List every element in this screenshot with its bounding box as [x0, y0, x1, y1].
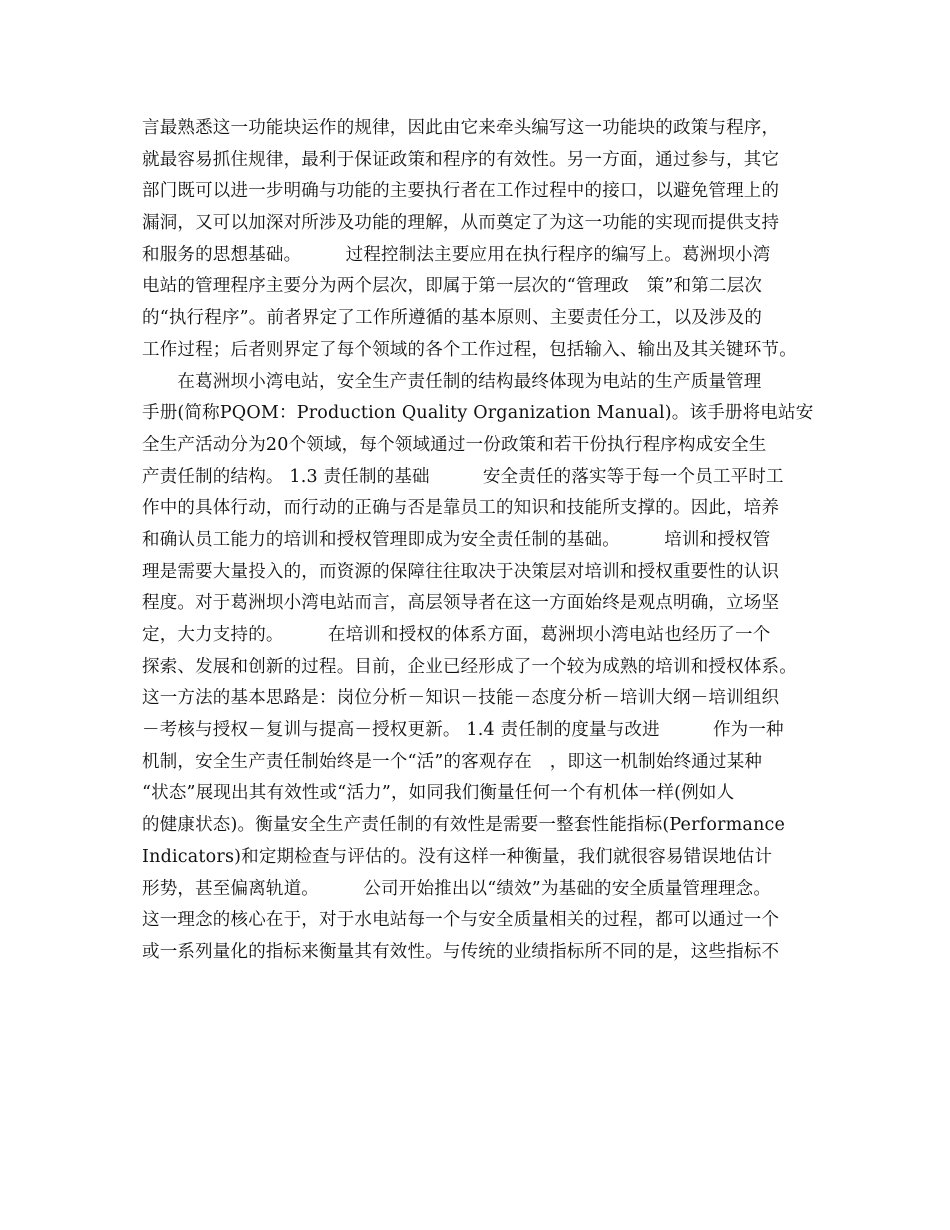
- text-line: 机制，安全生产责任制始终是一个“活”的客观存在 ，即这一机制始终通过某种: [142, 751, 763, 772]
- body-text: [142, 113, 814, 969]
- text-line: 产责任制的结构。 1.3 责任制的基础 安全责任的落实等于每一个员工平时工: [142, 466, 784, 487]
- text-line: 在葛洲坝小湾电站，安全生产责任制的结构最终体现为电站的生产质量管理: [142, 371, 762, 392]
- text-line: 定，大力支持的。 在培训和授权的体系方面，葛洲坝小湾电站也经历了一个: [142, 625, 771, 645]
- text-line: 手册(简称PQOM：Production Quality Organization Manual)。该手册将电站安: [142, 403, 814, 424]
- text-line: 工作过程；后者则界定了每个领域的各个工作过程，包括输入、输出及其关键环节。: [142, 339, 797, 360]
- text-line: 的“执行程序”。前者界定了工作所遵循的基本原则、主要责任分工，以及涉及的: [142, 308, 763, 329]
- text-line: 作中的具体行动，而行动的正确与否是靠员工的知识和技能所支撑的。因此，培养: [142, 498, 780, 519]
- text-line: 言最熟悉这一功能块运作的规律，因此由它来牵头编写这一功能块的政策与程序，: [142, 118, 780, 138]
- text-line: 部门既可以进一步明确与功能的主要执行者在工作过程中的接口，以避免管理上的: [142, 181, 780, 202]
- text-line: －考核与授权－复训与提高－授权更新。 1.4 责任制的度量与改进 作为一种: [142, 720, 784, 741]
- text-line: 这一理念的核心在于，对于水电站每一个与安全质量相关的过程，都可以通过一个: [142, 910, 780, 931]
- text-line: 和服务的思想基础。 过程控制法主要应用在执行程序的编写上。葛洲坝小湾: [142, 244, 771, 265]
- text-line: 和确认员工能力的培训和授权管理即成为安全责任制的基础。 培训和授权管: [142, 529, 771, 550]
- text-line: 这一方法的基本思路是：岗位分析－知识－技能－态度分析－培训大纲－培训组织: [142, 688, 780, 709]
- text-line: 就最容易抓住规律，最利于保证政策和程序的有效性。另一方面，通过参与，其它: [142, 149, 780, 170]
- text-line: 漏洞，又可以加深对所涉及功能的理解，从而奠定了为这一功能的实现而提供支持: [142, 213, 780, 234]
- text-line: 形势，甚至偏离轨道。 公司开始推出以“绩效”为基础的安全质量管理理念。: [142, 878, 772, 899]
- text-line: 全生产活动分为20个领域，每个领域通过一份政策和若干份执行程序构成安全生: [142, 434, 767, 455]
- text-line: 理是需要大量投入的，而资源的保障往往取决于决策层对培训和授权重要性的认识: [142, 561, 780, 582]
- text-line: 探索、发展和创新的过程。目前，企业已经形成了一个较为成熟的培训和授权体系。: [142, 656, 797, 677]
- text-line: 或一系列量化的指标来衡量其有效性。与传统的业绩指标所不同的是，这些指标不: [142, 941, 780, 962]
- text-line: 程度。对于葛洲坝小湾电站而言，高层领导者在这一方面始终是观点明确，立场坚: [142, 593, 780, 614]
- text-line: “状态”展现出其有效性或“活力”，如同我们衡量任何一个有机体一样(例如人: [142, 783, 735, 804]
- text-line: Indicators)和定期检查与评估的。没有这样一种衡量，我们就很容易错误地估计: [142, 846, 773, 867]
- text-line: 电站的管理程序主要分为两个层次，即属于第一层次的“管理政 策”和第二层次: [142, 276, 763, 297]
- text-line: 的健康状态)。衡量安全生产责任制的有效性是需要一整套性能指标(Performance: [142, 815, 786, 836]
